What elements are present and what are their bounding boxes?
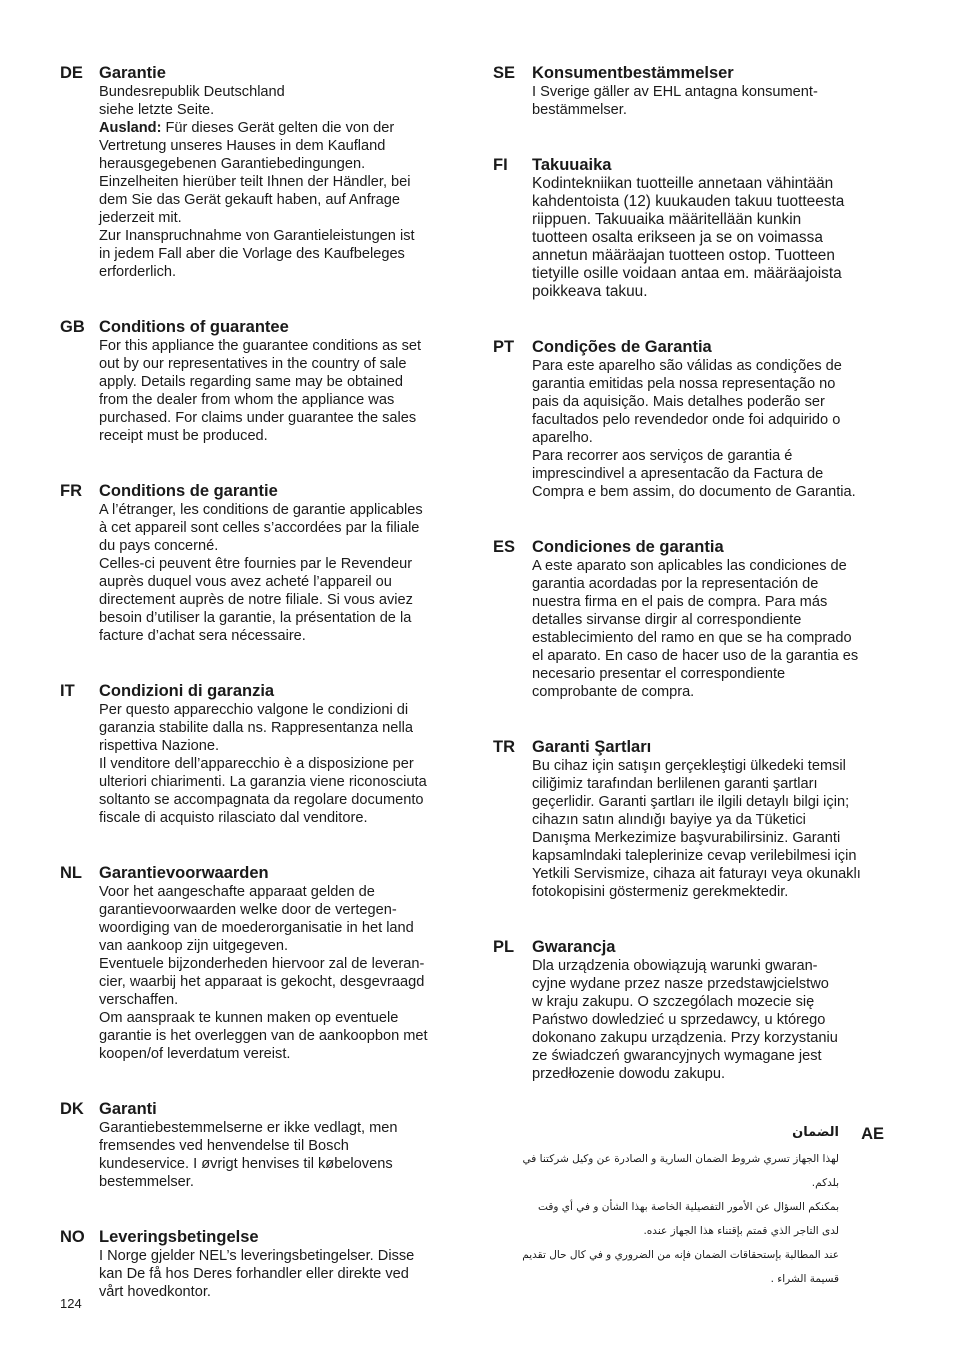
section-title: Condições de Garantia xyxy=(532,338,712,356)
body-line xyxy=(99,1045,460,1063)
section-code: NO xyxy=(60,1228,85,1246)
section-title: Garanti Şartları xyxy=(532,738,652,756)
line-text: Para recorrer aos serviços de garantia é xyxy=(532,448,793,464)
body-line xyxy=(532,393,891,411)
line-text: facultados pelo revendedor onde foi adquirido o xyxy=(532,412,841,428)
line-text: el aparato. En caso de hacer uso de la garantia es xyxy=(532,648,859,664)
body-line xyxy=(99,555,460,573)
section-es xyxy=(493,537,891,701)
section-title: الضمان xyxy=(792,1125,839,1140)
body-line xyxy=(99,955,460,973)
body-line xyxy=(99,409,460,427)
section-gb xyxy=(60,317,460,445)
line-text: pais da aquisição. Mais detalhes poderão ser xyxy=(532,394,825,410)
section-code: GB xyxy=(60,318,85,336)
body-line xyxy=(532,957,891,975)
body-line xyxy=(99,519,460,537)
body-line xyxy=(99,191,460,209)
line-text: from the dealer from whom the appliance was xyxy=(99,392,395,408)
line-text: fotokopisini göstermeniz gerekmektedir. xyxy=(532,884,789,900)
line-text: dem Sie das Gerät gekauft haben, auf Anfrage xyxy=(99,192,400,208)
section-body xyxy=(509,1123,839,1291)
line-text: garantie is het overleggen van de aankoopbon met xyxy=(99,1028,428,1044)
line-text: Zur Inanspruchnahme von Garantieleistungen ist xyxy=(99,228,415,244)
body-line xyxy=(532,829,891,847)
body-line: لهذا الجهاز تسري شروط الضمان السارية و الصادرة عن وكيل شركتنا في xyxy=(522,1153,839,1165)
line-text: koopen/of leverdatum vereist. xyxy=(99,1046,291,1062)
body-line xyxy=(99,1009,460,1027)
line-text: tuotteen osalta erikseen ja se on voimassa xyxy=(532,229,823,246)
line-text: I Sverige gäller av EHL antagna konsument- xyxy=(532,84,818,100)
section-de xyxy=(60,63,460,281)
section-title: Conditions of guarantee xyxy=(99,318,289,336)
line-text: soltanto se accompagnata da regolare documento xyxy=(99,792,424,808)
section-code: IT xyxy=(60,682,75,700)
body-line xyxy=(99,1283,460,1301)
line-text: geçerlidir. Garanti şartları ile ilgili detaylı bilgi için; xyxy=(532,794,850,810)
line-text: kan De få hos Deres forhandler eller direkte ved xyxy=(99,1266,409,1282)
body-line xyxy=(532,757,891,775)
line-text: ze świadczeń gwarancyjnych wymagane jest xyxy=(532,1048,822,1064)
section-fi xyxy=(493,155,891,301)
line-text: kahdentoista (12) kuukauden takuu tuotteesta xyxy=(532,193,845,210)
section-ae xyxy=(493,1123,891,1293)
line-text: Państwo dowledzieć u sprzedawcy, u którego xyxy=(532,1012,826,1028)
body-line xyxy=(532,611,891,629)
body-line xyxy=(532,775,891,793)
line-text: annetun määräajan tuotteen ostop. Tuotteen xyxy=(532,247,835,264)
body-line xyxy=(532,265,891,283)
section-title: Konsumentbestämmelser xyxy=(532,64,734,82)
section-code: PL xyxy=(493,938,515,956)
body-line xyxy=(532,429,891,447)
body-line xyxy=(99,773,460,791)
line-text: garantia emitidas pela nossa representação no xyxy=(532,376,836,392)
line-text: cier, waarbij het apparaat is gekocht, desgevraagd xyxy=(99,974,425,990)
body-line xyxy=(532,975,891,993)
line-text: rispettiva Nazione. xyxy=(99,738,220,754)
line-text: Dla urządzenia obowiązują warunki gwaran- xyxy=(532,958,818,974)
body-line xyxy=(532,83,891,101)
line-text: Garantiebestemmelserne er ikke vedlagt, men xyxy=(99,1120,398,1136)
section-code: SE xyxy=(493,64,516,82)
line-text: Danışma Merkezimize başvurabilirsiniz. Garanti xyxy=(532,830,841,846)
body-line xyxy=(99,883,460,901)
line-text: Voor het aangeschafte apparaat gelden de xyxy=(99,884,375,900)
body-line xyxy=(532,575,891,593)
body-line xyxy=(532,1065,891,1083)
body-line xyxy=(532,557,891,575)
body-line xyxy=(532,1047,891,1065)
line-text: imprescindivel a apresentacão da Factura de xyxy=(532,466,824,482)
section-it xyxy=(60,681,460,827)
section-se xyxy=(493,63,891,119)
section-no xyxy=(60,1227,460,1301)
body-line xyxy=(532,811,891,829)
body-line xyxy=(99,137,460,155)
body-line xyxy=(99,537,460,555)
body-line xyxy=(99,337,460,355)
line-text: van aankoop zijn uitgegeven. xyxy=(99,938,289,954)
body-line xyxy=(532,375,891,393)
line-text: siehe letzte Seite. xyxy=(99,102,215,118)
section-title: Conditions de garantie xyxy=(99,482,278,500)
section-code: FR xyxy=(60,482,82,500)
line-text: dokonano zakupu urządzenia. Przy korzystaniu xyxy=(532,1030,838,1046)
body-line xyxy=(99,901,460,919)
body-line xyxy=(99,1027,460,1045)
line-text: directement auprès de notre filiale. Si vous aviez xyxy=(99,592,413,608)
line-text: Per questo apparecchio valgone le condizioni di xyxy=(99,702,409,718)
page-number: 124 xyxy=(60,1296,82,1311)
body-line xyxy=(99,991,460,1009)
line-text: jederzeit mit. xyxy=(99,210,182,226)
line-text: w kraju zakupu. O szczególach mo̵zecie się xyxy=(532,994,815,1010)
lead-label: Ausland: xyxy=(99,120,162,136)
line-text: apply. Details regarding same may be obtained xyxy=(99,374,403,390)
body-line xyxy=(532,465,891,483)
line-text: à cet appareil sont celles s’accordées par la filiale xyxy=(99,520,420,536)
line-text: woordiging van de moederorganisatie in het land xyxy=(99,920,414,936)
line-text: besoin d’utiliser la garantie, la présentation de la xyxy=(99,610,412,626)
body-line xyxy=(99,245,460,263)
line-text: przedło̵zenie dowodu zakupu. xyxy=(532,1066,726,1082)
body-line xyxy=(532,211,891,229)
line-text: in jedem Fall aber die Vorlage des Kaufbeleges xyxy=(99,246,405,262)
line-text: ulteriori chiarimenti. La garanzia viene riconosciuta xyxy=(99,774,427,790)
line-text: Bundesrepublik Deutschland xyxy=(99,84,285,100)
line-text: du pays concerné. xyxy=(99,538,219,554)
body-line xyxy=(99,427,460,445)
body-line xyxy=(99,355,460,373)
body-line xyxy=(532,629,891,647)
section-title: Takuuaika xyxy=(532,156,612,174)
body-line xyxy=(532,175,891,193)
line-text: fremsendes ved henvendelse til Bosch xyxy=(99,1138,349,1154)
line-text: Compra e bem assim, do documento de Garantia. xyxy=(532,484,856,500)
body-line xyxy=(99,1137,460,1155)
section-nl xyxy=(60,863,460,1063)
body-line xyxy=(99,1173,460,1191)
body-line xyxy=(99,809,460,827)
right-column xyxy=(493,63,891,1119)
line-text: ciliğimiz tarafından berlilenen garanti şartları xyxy=(532,776,818,792)
line-text: cihazın satın alındığı bayiye ya da Tüketici xyxy=(532,812,806,828)
line-text: Eventuele bijzonderheden hiervoor zal de leveran- xyxy=(99,956,425,972)
line-text: A l’étranger, les conditions de garantie applicables xyxy=(99,502,423,518)
body-line xyxy=(99,155,460,173)
body-line: عند المطالبة بإستحقاقات الضمان فإنه من الضروري و في كال حال تقديم xyxy=(522,1249,839,1261)
body-line xyxy=(532,357,891,375)
body-line xyxy=(532,793,891,811)
line-text: Para este aparelho são válidas as condições de xyxy=(532,358,842,374)
line-text: facture d’achat sera nécessaire. xyxy=(99,628,306,644)
line-text: herausgegebenen Garantiebedingungen. xyxy=(99,156,366,172)
body-line xyxy=(99,719,460,737)
section-code: AE xyxy=(861,1125,884,1143)
line-text: cyjne wydane przez nasze przedstawjcielstwo xyxy=(532,976,829,992)
line-text: purchased. For claims under guarantee the sales xyxy=(99,410,417,426)
line-text: comprobante de compra. xyxy=(532,684,695,700)
section-title: Garanti xyxy=(99,1100,157,1118)
line-text: Einzelheiten hierüber teilt Ihnen der Händler, bei xyxy=(99,174,411,190)
line-text: vårt hovedkontor. xyxy=(99,1284,211,1300)
line-text: Il venditore dell’apparecchio è a disposizione per xyxy=(99,756,414,772)
body-line: قسيمة الشراء . xyxy=(770,1273,839,1285)
line-text: A este aparato son aplicables las condiciones de xyxy=(532,558,847,574)
section-pl xyxy=(493,937,891,1083)
line-text: out by our representatives in the country of sale xyxy=(99,356,407,372)
line-text: aparelho. xyxy=(532,430,593,446)
body-line xyxy=(532,447,891,465)
body-line: بمكنكم السؤال عن الأمور التفصيلية الخاصة بهذا الشأن و في أي وقت xyxy=(538,1201,839,1213)
body-line xyxy=(99,973,460,991)
body-line xyxy=(99,263,460,281)
body-line xyxy=(99,373,460,391)
line-text: bestemmelser. xyxy=(99,1174,194,1190)
line-text: Celles-ci peuvent être fournies par le Revendeur xyxy=(99,556,413,572)
line-text: kundeservice. I øvrigt henvises til købelovens xyxy=(99,1156,393,1172)
line-text: receipt must be produced. xyxy=(99,428,268,444)
body-line xyxy=(99,1247,460,1265)
section-dk xyxy=(60,1099,460,1191)
section-code: ES xyxy=(493,538,516,556)
line-text: Om aanspraak te kunnen maken op eventuele xyxy=(99,1010,399,1026)
body-line xyxy=(99,937,460,955)
section-code: NL xyxy=(60,864,82,882)
section-title: Condiciones de garantia xyxy=(532,538,724,556)
line-text: For this appliance the guarantee conditions as set xyxy=(99,338,422,354)
body-line xyxy=(99,119,460,137)
body-line xyxy=(99,591,460,609)
body-line xyxy=(99,791,460,809)
body-line xyxy=(99,227,460,245)
line-text: kapsamlndaki taleplerinize cevap verilebilmesi için xyxy=(532,848,857,864)
body-line xyxy=(532,193,891,211)
line-text: Yetkili Servismize, cihaza ait faturayı veya okunaklı xyxy=(532,866,861,882)
line-text: Bu cihaz için satışın gerçekleştigi ülkedeki temsil xyxy=(532,758,846,774)
body-line xyxy=(99,701,460,719)
body-line xyxy=(532,865,891,883)
section-title: Garantie xyxy=(99,64,166,82)
section-code: DE xyxy=(60,64,83,82)
body-line xyxy=(532,993,891,1011)
body-line xyxy=(99,173,460,191)
line-text: poikkeava takuu. xyxy=(532,283,648,300)
section-pt xyxy=(493,337,891,501)
section-title: Leveringsbetingelse xyxy=(99,1228,259,1246)
body-line xyxy=(99,501,460,519)
body-line xyxy=(532,1029,891,1047)
body-line xyxy=(532,483,891,501)
body-line xyxy=(99,755,460,773)
line-text: Vertretung unseres Hauses in dem Kaufland xyxy=(99,138,386,154)
body-line xyxy=(532,247,891,265)
line-text: Kodintekniikan tuotteille annetaan vähintään xyxy=(532,175,834,192)
line-text: erforderlich. xyxy=(99,264,177,280)
section-title: Garantievoorwaarden xyxy=(99,864,269,882)
body-line: لدى التاجر الذي قمتم بإقتناء هذا الجهاز عنده. xyxy=(643,1225,839,1237)
line-text: garanzia stabilite dalla ns. Rappresentanza nella xyxy=(99,720,413,736)
body-line xyxy=(532,593,891,611)
section-title: Condizioni di garanzia xyxy=(99,682,275,700)
body-line xyxy=(99,101,460,119)
left-column xyxy=(60,63,460,1337)
body-line xyxy=(99,83,460,101)
section-tr xyxy=(493,737,891,901)
line-text: garantievoorwaarden welke door de vertegen- xyxy=(99,902,397,918)
body-line xyxy=(99,209,460,227)
body-line xyxy=(532,101,891,119)
body-line xyxy=(532,1011,891,1029)
line-text: Für dieses Gerät gelten die von der xyxy=(161,120,395,136)
line-text: tietyille osille voidaan antaa em. määräajoista xyxy=(532,265,842,282)
body-line xyxy=(99,609,460,627)
body-line xyxy=(99,737,460,755)
body-line xyxy=(532,229,891,247)
body-line xyxy=(99,573,460,591)
body-line xyxy=(99,1155,460,1173)
line-text: verschaffen. xyxy=(99,992,179,1008)
body-line xyxy=(532,411,891,429)
section-code: DK xyxy=(60,1100,84,1118)
line-text: nuestra firma en el pais de compra. Para más xyxy=(532,594,828,610)
line-text: establecimiento del ramo en que se ha comprado xyxy=(532,630,852,646)
body-line xyxy=(532,647,891,665)
section-code: PT xyxy=(493,338,515,356)
section-title: Gwarancja xyxy=(532,938,616,956)
body-line xyxy=(532,683,891,701)
body-line xyxy=(99,627,460,645)
line-text: fiscale di acquisto rilasciato dal venditore. xyxy=(99,810,368,826)
line-text: bestämmelser. xyxy=(532,102,627,118)
section-fr xyxy=(60,481,460,645)
body-line xyxy=(99,919,460,937)
body-line xyxy=(99,1265,460,1283)
body-line xyxy=(99,1119,460,1137)
line-text: auprès duquel vous avez acheté l’appareil ou xyxy=(99,574,392,590)
line-text: detalles sirvanse dirgir al correspondiente xyxy=(532,612,802,628)
body-line xyxy=(532,665,891,683)
body-line xyxy=(532,847,891,865)
body-line xyxy=(532,883,891,901)
body-line xyxy=(99,391,460,409)
body-line: بلدكم. xyxy=(811,1177,839,1189)
section-code: FI xyxy=(493,156,508,174)
line-text: necesario presentar el correspondiente xyxy=(532,666,786,682)
line-text: riippuen. Takuuaika määritellään kunkin xyxy=(532,211,802,228)
section-code: TR xyxy=(493,738,515,756)
line-text: I Norge gjelder NEL’s leveringsbetingelser. Disse xyxy=(99,1248,415,1264)
body-line xyxy=(532,283,891,301)
line-text: garantia acordadas por la representación de xyxy=(532,576,819,592)
